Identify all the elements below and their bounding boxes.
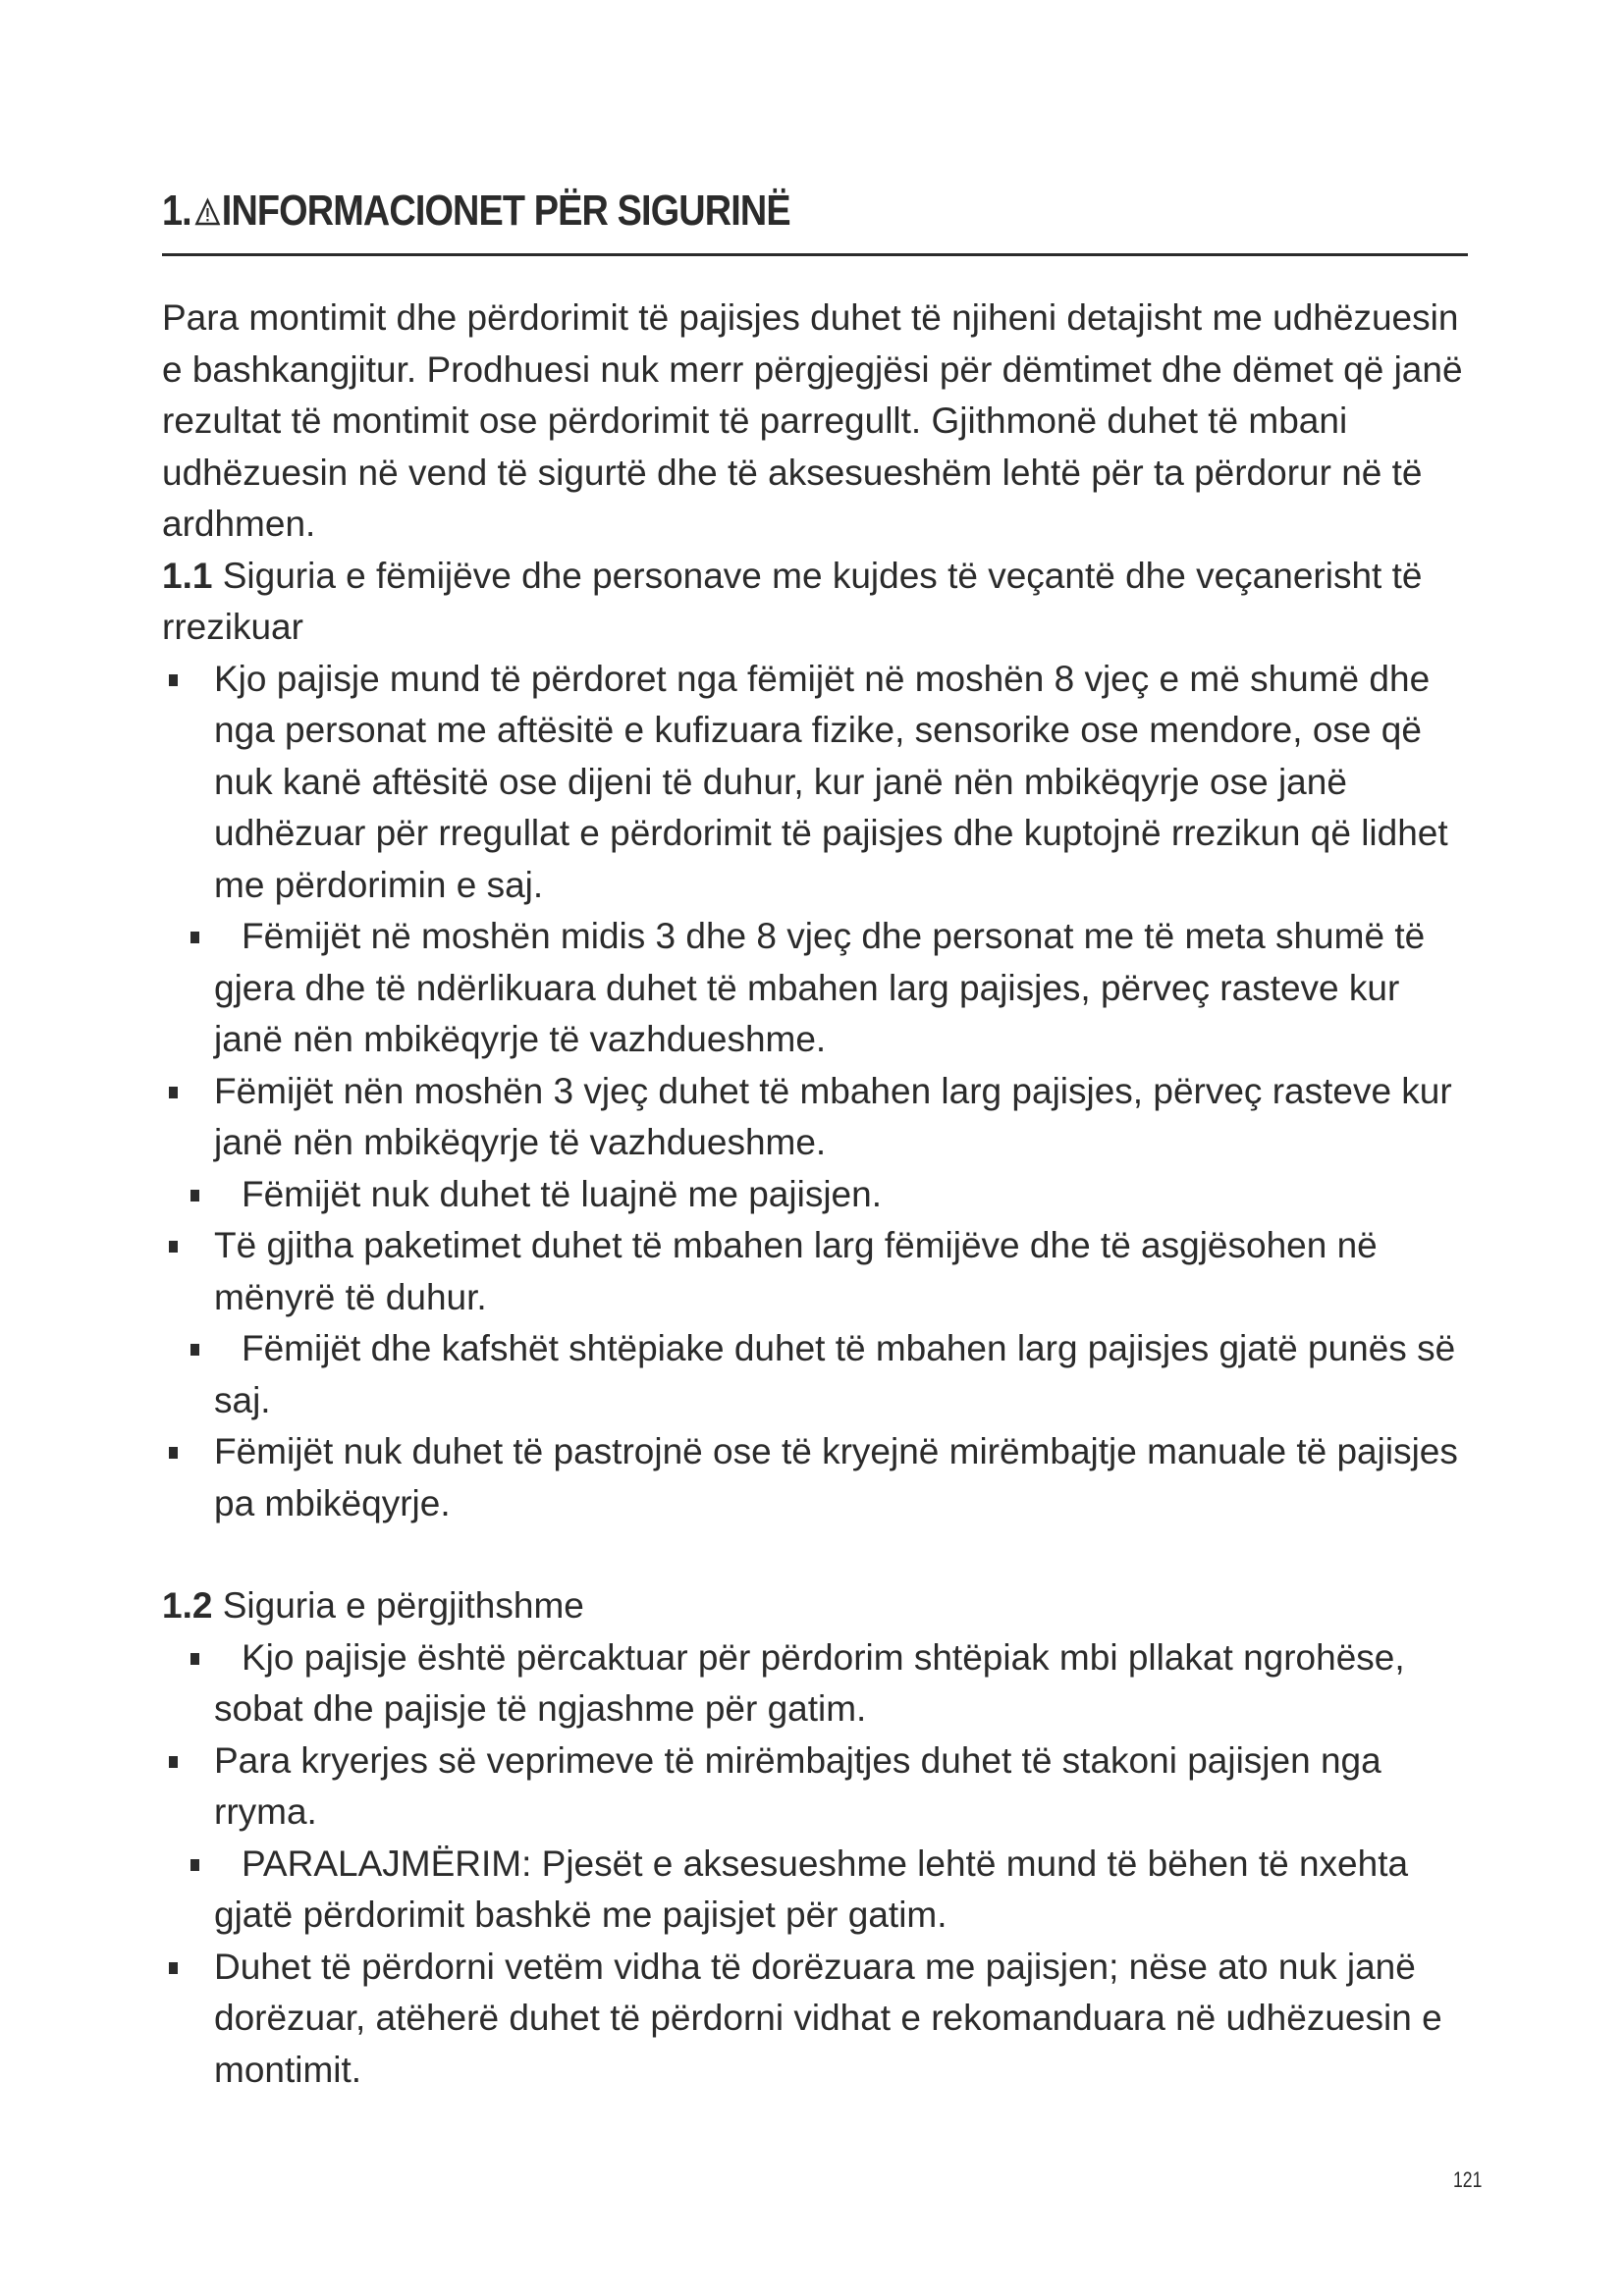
- spacer: [162, 1529, 1468, 1580]
- warning-icon: [194, 197, 220, 227]
- list-item: [162, 911, 1468, 1066]
- section-number: 1.1: [162, 555, 213, 596]
- page-number: 121: [1453, 2167, 1483, 2192]
- list-item-text: PARALAJMËRIM: Pjesët e aksesueshme lehtë mund të bëhen të nxehta gjatë përdorimit bashkë me pajisjet për gatim.: [214, 1842, 1409, 1935]
- bullet-icon: [190, 1190, 199, 1201]
- section-number: 1.: [162, 187, 191, 235]
- intro-paragraph: Para montimit dhe përdorimit të pajisjes duhet të njiheni detajisht me udhëzuesin e bashkangjitur. Prodhuesi nuk merr përgjegjësi për dëmtimet dhe dëmet që janë rezultat të montimit ose përdorimit të parregullt. Gjithmonë duhet të mbani udhëzuesin në vend të sigurtë dhe të aksesueshëm lehtë për ta përdorur në të ardhmen.: [162, 297, 1463, 544]
- list-item: [162, 654, 1468, 912]
- section-title: Siguria e përgjithshme: [222, 1585, 584, 1626]
- list-item: [162, 1839, 1468, 1942]
- section-heading-1-1: [162, 551, 1468, 654]
- section-number: 1.2: [162, 1585, 213, 1626]
- list-item-text: Fëmijët në moshën midis 3 dhe 8 vjeç dhe personat me të meta shumë të gjera dhe të ndërlikuara duhet të mbahen larg pajisjes, përveç rasteve kur janë nën mbikëqyrje të vazhdueshme.: [214, 916, 1426, 1059]
- list-item-text: Kjo pajisje mund të përdoret nga fëmijët në moshën 8 vjeç e më shumë dhe nga personat me aftësitë e kufizuara fizike, sensorike ose mendore, ose që nuk kanë aftësitë ose dijeni të duhur, kur janë nën mbikëqyrje ose janë udhëzuar për rregullat e përdorimit të pajisjes dhe kuptojnë rrezikun që lidhet me përdorimin e saj.: [214, 658, 1448, 905]
- list-item: [162, 1426, 1468, 1529]
- bullet-icon: [190, 1344, 199, 1356]
- section-heading-1-2: [162, 1580, 1468, 1632]
- bullet-icon: [169, 1962, 178, 1974]
- list-item-text: Fëmijët nuk duhet të luajnë me pajisjen.: [242, 1173, 882, 1214]
- list-item: [162, 1942, 1468, 2097]
- list-item-text: Kjo pajisje është përcaktuar për përdorim shtëpiak mbi pllakat ngrohëse, sobat dhe pajisje të ngjashme për gatim.: [214, 1636, 1405, 1729]
- bullet-icon: [190, 932, 199, 943]
- list-item: [162, 1735, 1468, 1839]
- bullet-icon: [169, 1756, 178, 1768]
- list-item-text: Fëmijët dhe kafshët shtëpiake duhet të mbahen larg pajisjes gjatë punës së saj.: [214, 1328, 1456, 1420]
- bullet-icon: [169, 674, 178, 686]
- bullet-icon: [190, 1653, 199, 1665]
- body-content: [162, 293, 1468, 2096]
- list-item: [162, 1169, 1468, 1221]
- list-item-text: Para kryerjes së veprimeve të mirëmbajtjes duhet të stakoni pajisjen nga rryma.: [214, 1739, 1381, 1832]
- bullet-icon: [190, 1859, 199, 1871]
- list-item: [162, 1323, 1468, 1426]
- page-title: [162, 187, 1285, 236]
- bullet-icon: [169, 1087, 178, 1098]
- list-item-text: Fëmijët nuk duhet të pastrojnë ose të kryejnë mirëmbajtje manuale të pajisjes pa mbikëqyrje.: [214, 1431, 1458, 1523]
- bullet-icon: [169, 1447, 178, 1459]
- bullet-icon: [169, 1241, 178, 1253]
- section-title: Siguria e fëmijëve dhe personave me kujdes të veçantë dhe veçanerisht të rrezikuar: [162, 555, 1423, 647]
- list-item: [162, 1632, 1468, 1735]
- list-item-text: Duhet të përdorni vetëm vidha të dorëzuara me pajisjen; nëse ato nuk janë dorëzuar, atëherë duhet të përdorni vidhat e rekomanduara në udhëzuesin e montimit.: [214, 1946, 1442, 2090]
- list-item-text: Fëmijët nën moshën 3 vjeç duhet të mbahen larg pajisjes, përveç rasteve kur janë nën mbikëqyrje të vazhdueshme.: [214, 1070, 1452, 1162]
- list-item-text: Të gjitha paketimet duhet të mbahen larg fëmijëve dhe të asgjësohen në mënyrë të duhur.: [214, 1225, 1378, 1317]
- list-item: [162, 1220, 1468, 1323]
- title-underline: [162, 253, 1468, 256]
- title-text: INFORMACIONET PËR SIGURINË: [221, 187, 790, 235]
- list-item: [162, 1066, 1468, 1169]
